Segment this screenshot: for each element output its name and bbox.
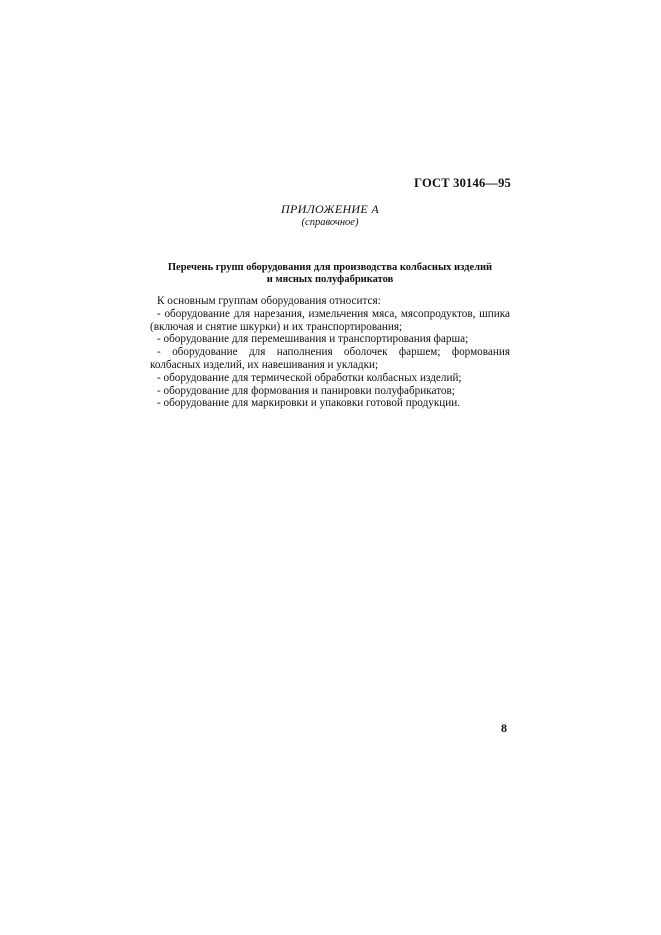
- appendix-heading: [150, 203, 510, 229]
- page-number: 8: [501, 721, 507, 735]
- list-title-line-2: и мясных полуфабрикатов: [266, 274, 394, 285]
- list-title-line-1: Перечень групп оборудования для производства колбасных изделий: [167, 262, 493, 273]
- document-code: ГОСТ 30146—95: [414, 176, 511, 190]
- appendix-title: ПРИЛОЖЕНИЕ А: [281, 202, 379, 216]
- list-item: - оборудование для нарезания, измельчения мяса, мясопродуктов, шпика (включая и снятие шкурки) и их транспортирования;: [150, 307, 510, 333]
- list-intro: К основным группам оборудования относится:: [157, 295, 381, 307]
- list-item: - оборудование для перемешивания и транспортирования фарша;: [157, 333, 469, 346]
- appendix-subtitle: (справочное): [301, 217, 359, 228]
- list-item: - оборудование для наполнения оболочек фаршем; формования колбасных изделий, их навешивания и укладки;: [150, 346, 510, 371]
- list-item: - оборудование для формования и панировки полуфабрикатов;: [157, 384, 455, 397]
- list-item: - оборудование для термической обработки колбасных изделий;: [157, 371, 462, 384]
- equipment-list: [150, 295, 510, 410]
- list-item: - оборудование для маркировки и упаковки готовой продукции.: [157, 397, 461, 410]
- list-title: [150, 262, 510, 286]
